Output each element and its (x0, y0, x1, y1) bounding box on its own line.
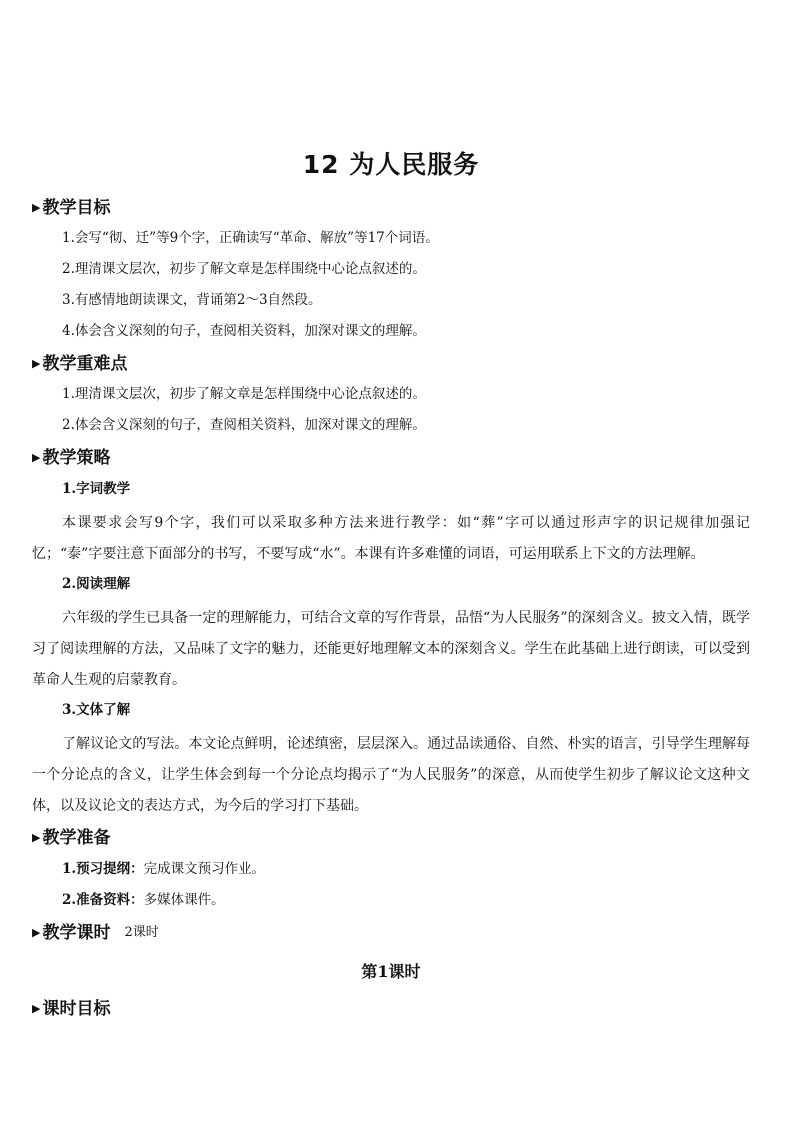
prep-item: 2.准备资料：多媒体课件。 (62, 892, 225, 908)
triangle-right-icon: ▶ (32, 201, 41, 214)
strategy-subheading: 1.字词教学 (62, 481, 131, 497)
section-heading-goals: ▶ 教学目标 (32, 198, 111, 218)
goal-item: 4.体会含义深刻的句子，查阅相关资料，加深对课文的理解。 (62, 323, 426, 339)
triangle-right-icon: ▶ (32, 926, 41, 939)
section-heading-strategy: ▶ 教学策略 (32, 448, 111, 468)
strategy-subheading: 2.阅读理解 (62, 576, 131, 592)
goal-item: 2.理清课文层次，初步了解文章是怎样围绕中心论点叙述的。 (62, 261, 426, 277)
goal-item: 3.有感情地朗读课文，背诵第2～3自然段。 (62, 292, 322, 308)
lesson-title: 第1课时 (361, 962, 421, 981)
teaching-hours-value: 2课时 (124, 925, 159, 940)
strategy-paragraph: 本课要求会写9个字，我们可以采取多种方法来进行教学：如“葬”字可以通过形声字的识记规律加强记忆；“泰”字要注意下面部分的书写，不要写成“水”。本课有许多难懂的词语，可运用联系上下文的方法理解。 (32, 515, 750, 562)
section-heading-lesson-goals: ▶ 课时目标 (32, 999, 111, 1019)
section-heading-hours: ▶ 教学课时 2课时 (32, 923, 159, 943)
keypoint-item: 1.理清课文层次，初步了解文章是怎样围绕中心论点叙述的。 (62, 386, 426, 402)
triangle-right-icon: ▶ (32, 357, 41, 370)
section-heading-prep: ▶ 教学准备 (32, 828, 111, 848)
triangle-right-icon: ▶ (32, 1002, 41, 1015)
strategy-paragraph: 了解议论文的写法。本文论点鲜明，论述缜密，层层深入。通过品读通俗、自然、朴实的语言，引导学生理解每一个分论点的含义，让学生体会到每一个分论点均揭示了“为人民服务”的深意，从而使学生初步了解议论文这种文体，以及议论文的表达方式，为今后的学习打下基础。 (32, 736, 750, 814)
page-title: 12 为人民服务 (302, 150, 480, 179)
prep-item: 1.预习提纲：完成课文预习作业。 (62, 861, 266, 877)
strategy-paragraph: 六年级的学生已具备一定的理解能力，可结合文章的写作背景，品悟“为人民服务”的深刻含义。披文入情，既学习了阅读理解的方法，又品味了文字的魅力，还能更好地理解文本的深刻含义。学生在此基础上进行朗读，可以受到革命人生观的启蒙教育。 (32, 610, 750, 688)
section-heading-keypoints: ▶ 教学重难点 (32, 354, 128, 374)
strategy-subheading: 3.文体了解 (62, 702, 131, 718)
keypoint-item: 2.体会含义深刻的句子，查阅相关资料，加深对课文的理解。 (62, 417, 426, 433)
goal-item: 1.会写“彻、迁”等9个字，正确读写“革命、解放”等17个词语。 (62, 230, 439, 246)
triangle-right-icon: ▶ (32, 831, 41, 844)
triangle-right-icon: ▶ (32, 451, 41, 464)
